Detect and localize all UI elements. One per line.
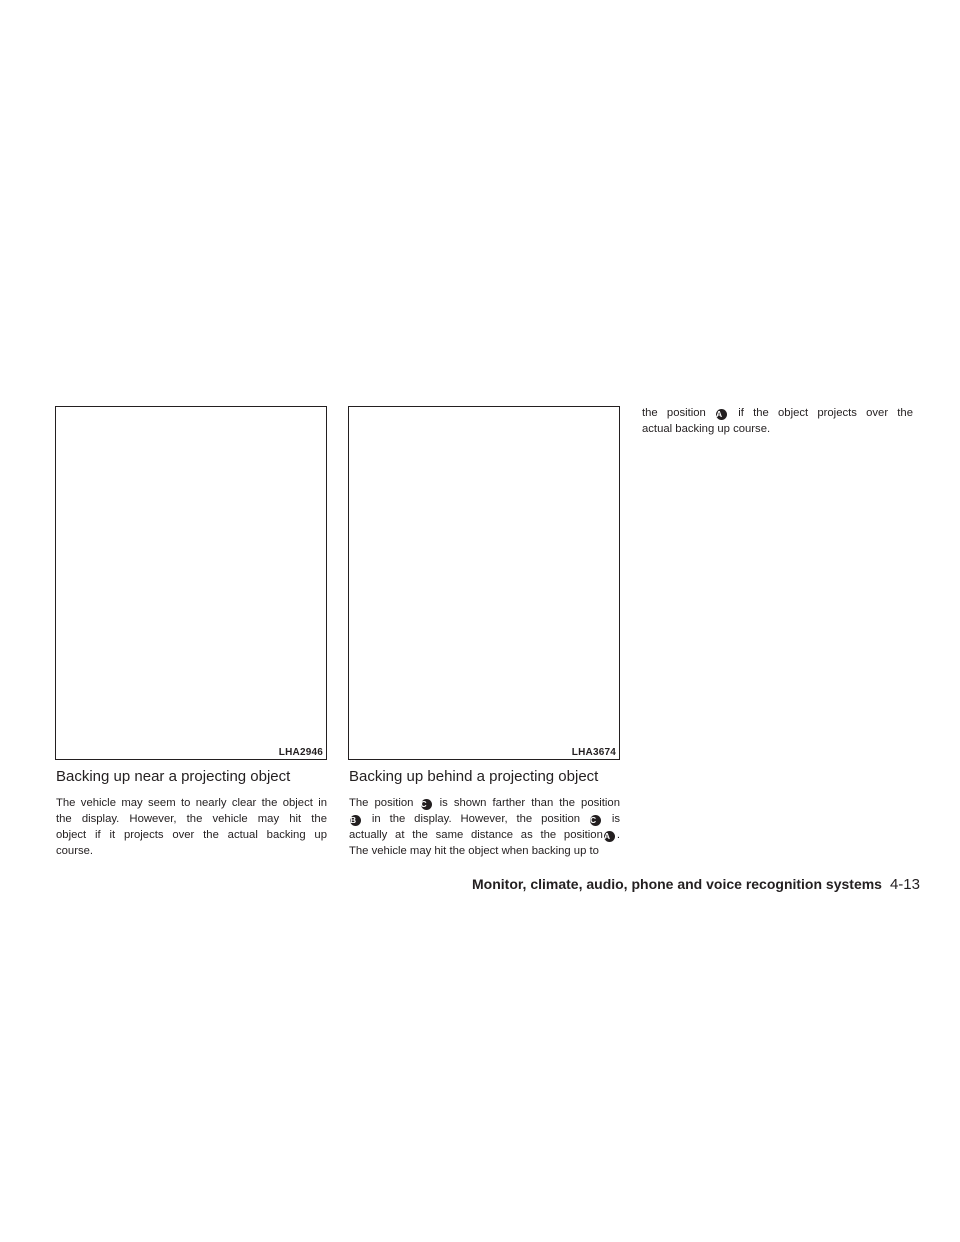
text-line: the display. However, the vehicle may hit the (56, 813, 327, 825)
text-line (349, 811, 620, 827)
text-line (349, 795, 620, 811)
marker-a-icon: A (716, 409, 727, 420)
text-fragment: is shown farther than the position (439, 797, 620, 809)
section-body (349, 795, 620, 859)
figure-code: LHA3674 (571, 747, 616, 758)
text-fragment: actually at the same distance as the position (349, 829, 603, 841)
section-heading: Backing up near a projecting object (56, 768, 291, 785)
figure-projecting-object-near (55, 406, 327, 760)
figure-code: LHA2946 (278, 747, 323, 758)
text-fragment: . (616, 829, 620, 841)
section-body-continued (642, 405, 913, 437)
footer-section-title: Monitor, climate, audio, phone and voice recognition systems (472, 876, 882, 892)
page-footer (472, 876, 920, 893)
figure-projecting-object-behind (348, 406, 620, 760)
marker-c-icon: C (421, 799, 432, 810)
section-heading: Backing up behind a projecting object (349, 768, 599, 785)
page-number: 4-13 (889, 876, 920, 893)
marker-b-icon: B (350, 815, 361, 826)
marker-a-icon: A (604, 831, 615, 842)
text-fragment: if the object projects over the (738, 407, 913, 419)
text-line: The vehicle may hit the object when backing up to (349, 845, 599, 857)
text-fragment: in the display. However, the position (371, 813, 581, 825)
text-fragment: the position (642, 407, 706, 419)
marker-c-icon: C (590, 815, 601, 826)
text-line: actual backing up course. (642, 423, 771, 435)
text-line: course. (56, 845, 94, 857)
text-fragment: is (611, 813, 620, 825)
text-line (642, 405, 913, 421)
text-line: The vehicle may seem to nearly clear the object in (56, 797, 327, 809)
text-line: object if it projects over the actual backing up (56, 829, 327, 841)
section-body (56, 795, 327, 859)
text-line (349, 827, 620, 843)
text-fragment: The position (349, 797, 414, 809)
